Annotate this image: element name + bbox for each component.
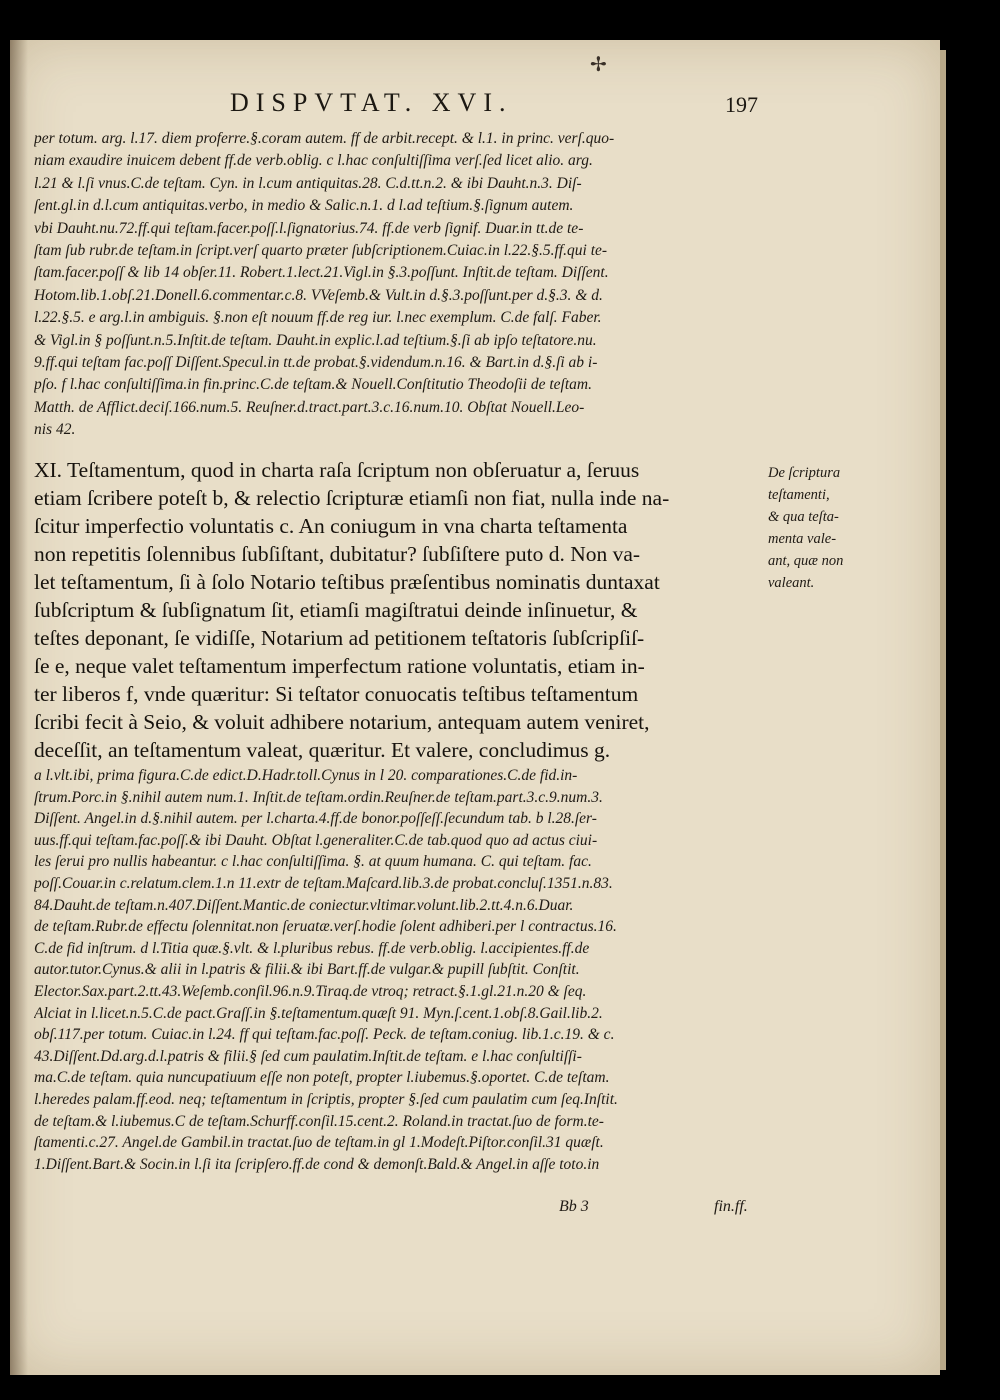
footnote-line: C.de fid inſtrum. d l.Titia quæ.§.vlt. & l.pluribus rebus. ff.de verb.oblig. l.accipientes.ff.de xyxy=(34,939,590,957)
footnote-line: 9.ff.qui teſtam fac.poſſ Diſſent.Specul.in tt.de probat.§.videndum.n.16. & Bart.in d.§.ſi ab i- xyxy=(34,354,598,372)
margin-note xyxy=(768,462,878,594)
footnote-line: ſtam ſub rubr.de teſtam.in ſcript.verſ quarto præter ſubſcriptionem.Cuiac.in l.22.§.5.ff.qui te- xyxy=(34,242,608,260)
text-line: teſtes deponant, ſe vidiſſe, Notarium ad petitionem teſtatoris ſubſcripſiſ- xyxy=(34,626,645,650)
footnote-line: les ſerui pro nullis habeantur. c l.hac conſultiſſima. §. at quum humana. C. qui teſtam. fac. xyxy=(34,853,592,871)
page-number: 197 xyxy=(725,92,758,117)
footnote-line: pſo. f l.hac conſultiſſima.in fin.princ.C.de teſtam.& Nouell.Conſtitutio Theodoſii de teſtam. xyxy=(34,376,592,394)
footnote-line: de teſtam.& l.iubemus.C de teſtam.Schurff.conſil.15.cent.2. Roland.in tractat.ſuo de form.te- xyxy=(34,1112,604,1130)
margin-note-line: teſtamenti, xyxy=(768,487,830,503)
footnote-line: Diſſent. Angel.in d.§.nihil autem. per l.charta.4.ff.de bonor.poſſeſſ.ſecundum tab. b l.28.ſer- xyxy=(34,810,597,828)
text-line: etiam ſcribere poteſt b, & relectio ſcripturæ etiamſi non fiat, nulla inde na- xyxy=(34,486,670,510)
footnote-line: de teſtam.Rubr.de effectu ſolennitat.non ſeruatæ.verſ.hodie ſolent adhiberi.per l contractus.16. xyxy=(34,918,617,936)
footnote-line: poſſ.Couar.in c.relatum.clem.1.n 11.extr de teſtam.Maſcard.lib.3.de probat.concluſ.1351.n.83. xyxy=(34,874,613,892)
footnote-line: autor.tutor.Cynus.& alii in l.patris & filii.& ibi Bart.ff.de vulgar.& pupill ſubſtit. Conſtit. xyxy=(34,961,580,979)
footnotes-bottom xyxy=(34,765,766,1175)
gutter-shadow xyxy=(10,40,28,1375)
margin-note-line: & qua teſta- xyxy=(768,509,839,525)
footnote-line: nis 42. xyxy=(34,421,76,439)
text-line: ter liberos f, vnde quæritur: Si teſtator conuocatis teſtibus teſtamentum xyxy=(34,682,639,706)
footnote-line: per totum. arg. l.17. diem proferre.§.coram autem. ff de arbit.recept. & l.1. in princ. verſ.quo- xyxy=(34,130,615,147)
footnote-line: a l.vlt.ibi, prima figura.C.de edict.D.Hadr.toll.Cynus in l 20. comparationes.C.de fid.in- xyxy=(34,767,578,784)
footnote-line: 1.Diſſent.Bart.& Socin.in l.ſi ita ſcripſero.ff.de cond & demonſt.Bald.& Angel.in aſſe toto.in xyxy=(34,1155,600,1173)
margin-note-line: menta vale- xyxy=(768,531,837,547)
main-paragraph xyxy=(34,456,766,764)
signature-mark: Bb 3 xyxy=(559,1198,589,1215)
margin-note-line: valeant. xyxy=(768,575,815,591)
catchword: fin.ff. xyxy=(714,1198,748,1215)
text-line: ſcribi fecit à Seio, & voluit adhibere notarium, antequam autem veniret, xyxy=(34,710,650,734)
footnotes-top xyxy=(34,128,766,442)
footnote-line: ma.C.de teſtam. quia nuncupatiuum eſſe non poteſt, propter l.iubemus.§.oportet. C.de teſtam. xyxy=(34,1069,610,1087)
footnote-line: & Vigl.in § poſſunt.n.5.Inſtit.de teſtam. Dauht.in explic.l.ad teſtium.§.ſi ab ipſo teſtatore.nu. xyxy=(34,331,597,349)
margin-note-line: De ſcriptura xyxy=(768,465,841,481)
footnote-line: ſtamenti.c.27. Angel.de Gambil.in tractat.ſuo de teſtam.in gl 1.Modeſt.Piſtor.conſil.31 quæſt. xyxy=(34,1134,604,1152)
footnote-line: ſent.gl.in d.l.cum antiquitas.verbo, in medio & Salic.n.1. d l.ad teſtium.§.ſignum autem. xyxy=(34,197,574,215)
footnote-line: Hotom.lib.1.obſ.21.Donell.6.commentar.c.8. VVeſemb.& Vult.in d.§.3.poſſunt.per d.§.3. & d. xyxy=(34,286,603,304)
footnote-line: l.heredes palam.ff.eod. neq; teſtamentum in ſcriptis, propter §.ſed cum paulatim cum ſeq.Inſtit. xyxy=(34,1090,618,1108)
footnote-line: uus.ff.qui teſtam.fac.poſſ.& ibi Dauht. Obſtat l.generaliter.C.de tab.quod quo ad actus ciui- xyxy=(34,831,598,849)
footnote-line: Alciat in l.licet.n.5.C.de pact.Graſſ.in §.teſtamentum.quæſt 91. Myn.ſ.cent.1.obſ.8.Gail.lib.2. xyxy=(34,1004,603,1022)
text-line: deceſſit, an teſtamentum valeat, quæritur. Et valere, concludimus g. xyxy=(34,738,611,762)
text-line: non repetitis ſolennibus ſubſiſtant, dubitatur? ſubſiſtere puto d. Non va- xyxy=(34,542,641,566)
footnote-line: ſtrum.Porc.in §.nihil autem num.1. Inſtit.de teſtam.ordin.Reuſner.de teſtam.part.3.c.9.num.3. xyxy=(34,788,603,806)
footnote-line: obſ.117.per totum. Cuiac.in l.24. ff qui teſtam.fac.poſſ. Peck. de teſtam.coniug. lib.1.c.19. & c. xyxy=(34,1026,615,1044)
text-line: ſcitur imperfectio voluntatis c. An coniugum in vna charta teſtamenta xyxy=(34,514,628,538)
footnote-line: ſtam.facer.poſſ & lib 14 obſer.11. Robert.1.lect.21.Vigl.in §.3.poſſunt. Inſtit.de teſtam. Diſſent. xyxy=(34,264,609,282)
ornament: ✢ xyxy=(590,52,607,76)
text-line: XI. Teſtamentum, quod in charta raſa ſcriptum non obſeruatur a, ſeruus xyxy=(34,458,640,482)
footnote-line: Matth. de Afflict.deciſ.166.num.5. Reuſner.d.tract.part.3.c.16.num.10. Obſtat Nouell.Leo- xyxy=(34,398,585,416)
footnote-line: vbi Dauht.nu.72.ff.qui teſtam.facer.poſſ.l.ſignatorius.74. ff.de verb ſignif. Duar.in tt.de te- xyxy=(34,219,584,237)
footnote-line: l.22.§.5. e arg.l.in ambiguis. §.non eſt nouum ff.de reg iur. l.nec exemplum. C.de falſ. Faber. xyxy=(34,309,602,327)
page-edge xyxy=(940,50,946,1370)
margin-note-line: ant, quæ non xyxy=(768,553,844,569)
footnote-line: Elector.Sax.part.2.tt.43.Weſemb.conſil.96.n.9.Tiraq.de vtroq; retract.§.1.gl.21.n.20 & ſeq. xyxy=(34,982,587,1000)
text-line: ſubſcriptum & ſubſignatum ſit, etiamſi magiſtratui deinde inſinuetur, & xyxy=(34,598,638,622)
footnote-line: niam exaudire inuicem debent ff.de verb.oblig. c l.hac conſultiſſima verſ.ſed licet alio. arg. xyxy=(34,152,593,170)
text-line: ſe e, neque valet teſtamentum imperfectum ratione voluntatis, etiam in- xyxy=(34,654,645,678)
page-footer xyxy=(34,1198,766,1222)
text-line: let teſtamentum, ſi à ſolo Notario teſtibus præſentibus nominatis duntaxat xyxy=(34,570,660,594)
footnote-line: 84.Dauht.de teſtam.n.407.Diſſent.Mantic.de coniectur.vltimar.volunt.lib.2.tt.4.n.6.Duar. xyxy=(34,896,574,914)
footnote-line: 43.Diſſent.Dd.arg.d.l.patris & filii.§ ſed cum paulatim.Inſtit.de teſtam. e l.hac conſultiſſi- xyxy=(34,1047,582,1065)
running-head: DISPVTAT. XVI. xyxy=(230,88,513,117)
footnote-line: l.21 & l.ſi vnus.C.de teſtam. Cyn. in l.cum antiquitas.28. C.d.tt.n.2. & ibi Dauht.n.3. Diſ- xyxy=(34,174,582,192)
